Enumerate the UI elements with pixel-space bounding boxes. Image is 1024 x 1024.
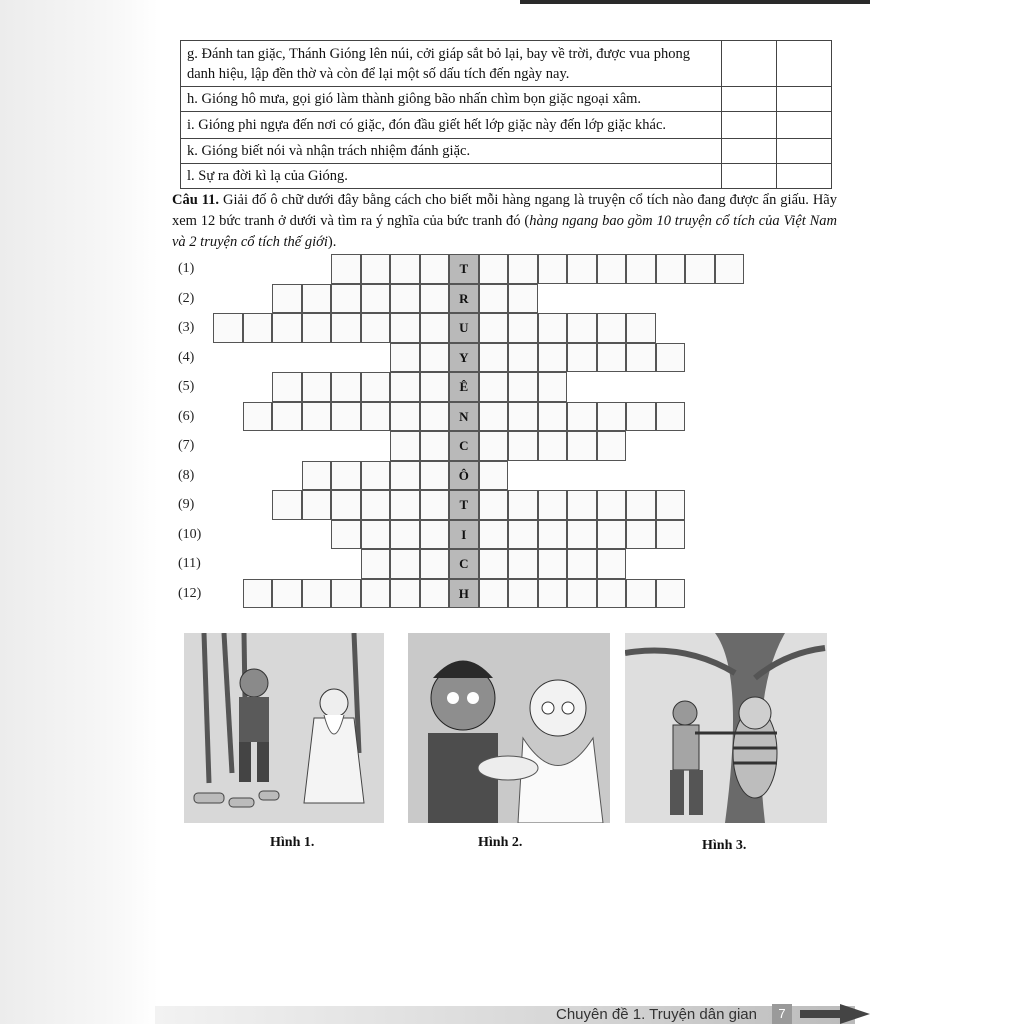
crossword-cell[interactable] bbox=[567, 402, 597, 432]
crossword-row-label: (11) bbox=[178, 556, 201, 571]
crossword-cell[interactable] bbox=[361, 284, 391, 314]
crossword-cell[interactable] bbox=[567, 579, 597, 609]
crossword-cell[interactable] bbox=[302, 313, 332, 343]
crossword-key-cell: T bbox=[449, 490, 479, 520]
crossword-cell[interactable] bbox=[597, 313, 627, 343]
crossword-cell[interactable] bbox=[626, 579, 656, 609]
crossword-cell[interactable] bbox=[508, 313, 538, 343]
crossword-cell[interactable] bbox=[243, 579, 273, 609]
crossword-key-cell: C bbox=[449, 549, 479, 579]
crossword-cell[interactable] bbox=[390, 579, 420, 609]
crossword-cell[interactable] bbox=[361, 579, 391, 609]
crossword-cell[interactable] bbox=[390, 431, 420, 461]
crossword-cell[interactable] bbox=[302, 402, 332, 432]
crossword-cell[interactable] bbox=[508, 549, 538, 579]
crossword-row-label: (12) bbox=[178, 585, 202, 601]
statement-text: h. Gióng hô mưa, gọi gió làm thành giông bão nhấn chìm bọn giặc ngoại xâm. bbox=[181, 87, 722, 112]
crossword-cell[interactable] bbox=[479, 520, 509, 550]
crossword-cell[interactable] bbox=[390, 313, 420, 343]
crossword-key-cell: Y bbox=[449, 343, 479, 373]
crossword-cell[interactable] bbox=[597, 579, 627, 609]
crossword-cell[interactable] bbox=[420, 549, 450, 579]
crossword-cell[interactable] bbox=[390, 490, 420, 520]
crossword-cell[interactable] bbox=[626, 254, 656, 284]
crossword-cell[interactable] bbox=[626, 343, 656, 373]
crossword-cell[interactable] bbox=[331, 490, 361, 520]
crossword-cell[interactable] bbox=[331, 579, 361, 609]
crossword-cell[interactable] bbox=[567, 520, 597, 550]
crossword-cell[interactable] bbox=[567, 313, 597, 343]
crossword-cell[interactable] bbox=[361, 490, 391, 520]
crossword-row-label: (7) bbox=[178, 438, 195, 453]
crossword-cell[interactable] bbox=[479, 579, 509, 609]
crossword-cell[interactable] bbox=[567, 343, 597, 373]
crossword-cell[interactable] bbox=[538, 431, 568, 461]
crossword-cell[interactable] bbox=[597, 343, 627, 373]
crossword-cell[interactable] bbox=[597, 549, 627, 579]
crossword-cell[interactable] bbox=[420, 372, 450, 402]
crossword-key-cell: N bbox=[449, 402, 479, 432]
statement-text: l. Sự ra đời kì lạ của Gióng. bbox=[181, 164, 722, 189]
crossword-cell[interactable] bbox=[538, 549, 568, 579]
crossword-cell[interactable] bbox=[361, 461, 391, 491]
figure-1-illustration bbox=[184, 633, 384, 823]
crossword-cell[interactable] bbox=[272, 579, 302, 609]
crossword-cell[interactable] bbox=[538, 343, 568, 373]
crossword-cell[interactable] bbox=[420, 254, 450, 284]
crossword-cell[interactable] bbox=[597, 520, 627, 550]
crossword-cell[interactable] bbox=[420, 402, 450, 432]
crossword-cell[interactable] bbox=[420, 313, 450, 343]
crossword-cell[interactable] bbox=[538, 402, 568, 432]
crossword-cell[interactable] bbox=[272, 402, 302, 432]
crossword-cell[interactable] bbox=[420, 579, 450, 609]
crossword-cell[interactable] bbox=[479, 549, 509, 579]
crossword-cell[interactable] bbox=[538, 579, 568, 609]
crossword-cell[interactable] bbox=[331, 520, 361, 550]
crossword-cell[interactable] bbox=[626, 520, 656, 550]
crossword-cell[interactable] bbox=[538, 520, 568, 550]
crossword-cell[interactable] bbox=[361, 313, 391, 343]
crossword-cell[interactable] bbox=[331, 402, 361, 432]
crossword-cell[interactable] bbox=[508, 372, 538, 402]
crossword-key-cell: Ô bbox=[449, 461, 479, 491]
crossword-cell[interactable] bbox=[331, 284, 361, 314]
crossword-cell[interactable] bbox=[420, 461, 450, 491]
figure-3-illustration bbox=[625, 633, 827, 823]
figure-2-caption: Hình 2. bbox=[478, 835, 523, 850]
crossword-cell[interactable] bbox=[597, 431, 627, 461]
crossword-cell[interactable] bbox=[508, 343, 538, 373]
crossword-cell[interactable] bbox=[597, 402, 627, 432]
statement-text: i. Gióng phi ngựa đến nơi có giặc, đón đầu giết hết lớp giặc này đến lớp giặc khác. bbox=[181, 112, 722, 139]
crossword-cell[interactable] bbox=[656, 343, 686, 373]
crossword-cell[interactable] bbox=[420, 520, 450, 550]
crossword-cell[interactable] bbox=[626, 402, 656, 432]
crossword-cell[interactable] bbox=[508, 431, 538, 461]
crossword-cell[interactable] bbox=[331, 254, 361, 284]
statement-text: g. Đánh tan giặc, Thánh Gióng lên núi, cởi giáp sắt bỏ lại, bay về trời, được vua phong danh hiệu, lập đền thờ và còn để lại một số dấu tích đến ngày nay. bbox=[181, 41, 722, 87]
crossword-cell[interactable] bbox=[302, 579, 332, 609]
crossword-cell[interactable] bbox=[479, 284, 509, 314]
crossword-key-cell: I bbox=[449, 520, 479, 550]
crossword-cell[interactable] bbox=[390, 520, 420, 550]
crossword-row-label: (10) bbox=[178, 526, 202, 542]
crossword-cell[interactable] bbox=[479, 254, 509, 284]
crossword-key-cell: R bbox=[449, 284, 479, 314]
crossword-cell[interactable] bbox=[420, 284, 450, 314]
crossword-cell[interactable] bbox=[538, 372, 568, 402]
crossword-row-label: (9) bbox=[178, 497, 195, 512]
crossword-cell[interactable] bbox=[567, 254, 597, 284]
crossword-cell[interactable] bbox=[302, 461, 332, 491]
crossword-cell[interactable] bbox=[331, 313, 361, 343]
crossword-cell[interactable] bbox=[597, 254, 627, 284]
crossword-cell[interactable] bbox=[479, 343, 509, 373]
crossword-cell[interactable] bbox=[567, 431, 597, 461]
crossword-cell[interactable] bbox=[479, 490, 509, 520]
crossword-cell[interactable] bbox=[479, 402, 509, 432]
crossword-cell[interactable] bbox=[243, 402, 273, 432]
crossword-cell[interactable] bbox=[390, 372, 420, 402]
crossword-key-cell: U bbox=[449, 313, 479, 343]
crossword-row-label: (3) bbox=[178, 320, 195, 335]
crossword-cell[interactable] bbox=[390, 402, 420, 432]
crossword-cell[interactable] bbox=[656, 490, 686, 520]
crossword-cell[interactable] bbox=[272, 372, 302, 402]
crossword-row-label: (6) bbox=[178, 408, 195, 424]
crossword-cell[interactable] bbox=[361, 372, 391, 402]
crossword-cell[interactable] bbox=[626, 313, 656, 343]
statement-text: k. Gióng biết nói và nhận trách nhiệm đánh giặc. bbox=[181, 139, 722, 164]
crossword-cell[interactable] bbox=[508, 402, 538, 432]
crossword-cell[interactable] bbox=[390, 254, 420, 284]
crossword-cell[interactable] bbox=[597, 490, 627, 520]
crossword-cell[interactable] bbox=[213, 313, 243, 343]
crossword-cell[interactable] bbox=[272, 490, 302, 520]
man-tying-tiger-image bbox=[625, 633, 827, 823]
crossword-cell[interactable] bbox=[331, 372, 361, 402]
crossword-cell[interactable] bbox=[715, 254, 745, 284]
question-end: ). bbox=[327, 234, 337, 250]
crossword-cell[interactable] bbox=[272, 284, 302, 314]
crossword-cell[interactable] bbox=[656, 579, 686, 609]
crossword-key-cell: H bbox=[449, 579, 479, 609]
crossword-key-cell: T bbox=[449, 254, 479, 284]
figure-2-illustration bbox=[408, 633, 610, 823]
page-number: 7 bbox=[772, 1004, 792, 1024]
crossword-cell[interactable] bbox=[272, 313, 302, 343]
crossword-cell[interactable] bbox=[420, 431, 450, 461]
crossword-cell[interactable] bbox=[508, 490, 538, 520]
crossword-cell[interactable] bbox=[361, 402, 391, 432]
crossword-cell[interactable] bbox=[656, 254, 686, 284]
figure-3-caption: Hình 3. bbox=[702, 838, 747, 853]
crossword-row-label: (1) bbox=[178, 261, 195, 276]
question-text: Giải đố ô chữ dưới đây bằng cách cho biết mỗi hàng ngang là truyện cổ tích nào đang được ẩn giấu. Hãy xem 12 bức tranh ở dưới và tìm ra ý nghĩa của bức tranh đó ( bbox=[172, 192, 837, 229]
boy-and-old-man-closeup-image bbox=[408, 633, 610, 823]
question-italic-note: hàng ngang bao gồm 10 truyện cổ tích của Việt Nam và 2 truyện cổ tích thế giới bbox=[172, 213, 837, 250]
crossword-cell[interactable] bbox=[538, 490, 568, 520]
crossword-row-label: (5) bbox=[178, 379, 195, 394]
crossword-cell[interactable] bbox=[508, 579, 538, 609]
crossword-cell[interactable] bbox=[361, 254, 391, 284]
crossword-cell[interactable] bbox=[538, 313, 568, 343]
crossword-cell[interactable] bbox=[390, 343, 420, 373]
crossword-cell[interactable] bbox=[420, 490, 450, 520]
crossword-cell[interactable] bbox=[479, 431, 509, 461]
boy-bamboo-old-man-image bbox=[184, 633, 384, 823]
crossword-cell[interactable] bbox=[479, 372, 509, 402]
footer-arrow-icon bbox=[800, 1004, 870, 1024]
crossword-cell[interactable] bbox=[390, 461, 420, 491]
crossword-cell[interactable] bbox=[685, 254, 715, 284]
crossword-cell[interactable] bbox=[626, 490, 656, 520]
question-number: Câu 11. bbox=[172, 192, 220, 208]
crossword-row-label: (8) bbox=[178, 467, 195, 483]
crossword-key-cell: Ê bbox=[449, 372, 479, 402]
crossword-cell[interactable] bbox=[508, 254, 538, 284]
crossword-row-label: (2) bbox=[178, 290, 195, 306]
crossword-cell[interactable] bbox=[302, 284, 332, 314]
crossword-cell[interactable] bbox=[567, 490, 597, 520]
crossword-cell[interactable] bbox=[479, 313, 509, 343]
crossword-cell[interactable] bbox=[390, 549, 420, 579]
crossword-cell[interactable] bbox=[361, 549, 391, 579]
crossword-cell[interactable] bbox=[331, 461, 361, 491]
crossword-cell[interactable] bbox=[302, 372, 332, 402]
crossword-cell[interactable] bbox=[302, 490, 332, 520]
crossword-row-label: (4) bbox=[178, 349, 195, 365]
crossword-cell[interactable] bbox=[508, 284, 538, 314]
crossword-cell[interactable] bbox=[390, 284, 420, 314]
crossword-key-cell: C bbox=[449, 431, 479, 461]
crossword-cell[interactable] bbox=[243, 313, 273, 343]
figure-1-caption: Hình 1. bbox=[270, 835, 315, 850]
crossword-cell[interactable] bbox=[656, 402, 686, 432]
crossword-cell[interactable] bbox=[361, 520, 391, 550]
crossword-cell[interactable] bbox=[508, 520, 538, 550]
crossword-cell[interactable] bbox=[538, 254, 568, 284]
crossword-cell[interactable] bbox=[567, 549, 597, 579]
crossword-cell[interactable] bbox=[420, 343, 450, 373]
crossword-cell[interactable] bbox=[479, 461, 509, 491]
crossword-cell[interactable] bbox=[656, 520, 686, 550]
footer-chapter-title: Chuyên đề 1. Truyện dân gian bbox=[556, 1006, 757, 1023]
